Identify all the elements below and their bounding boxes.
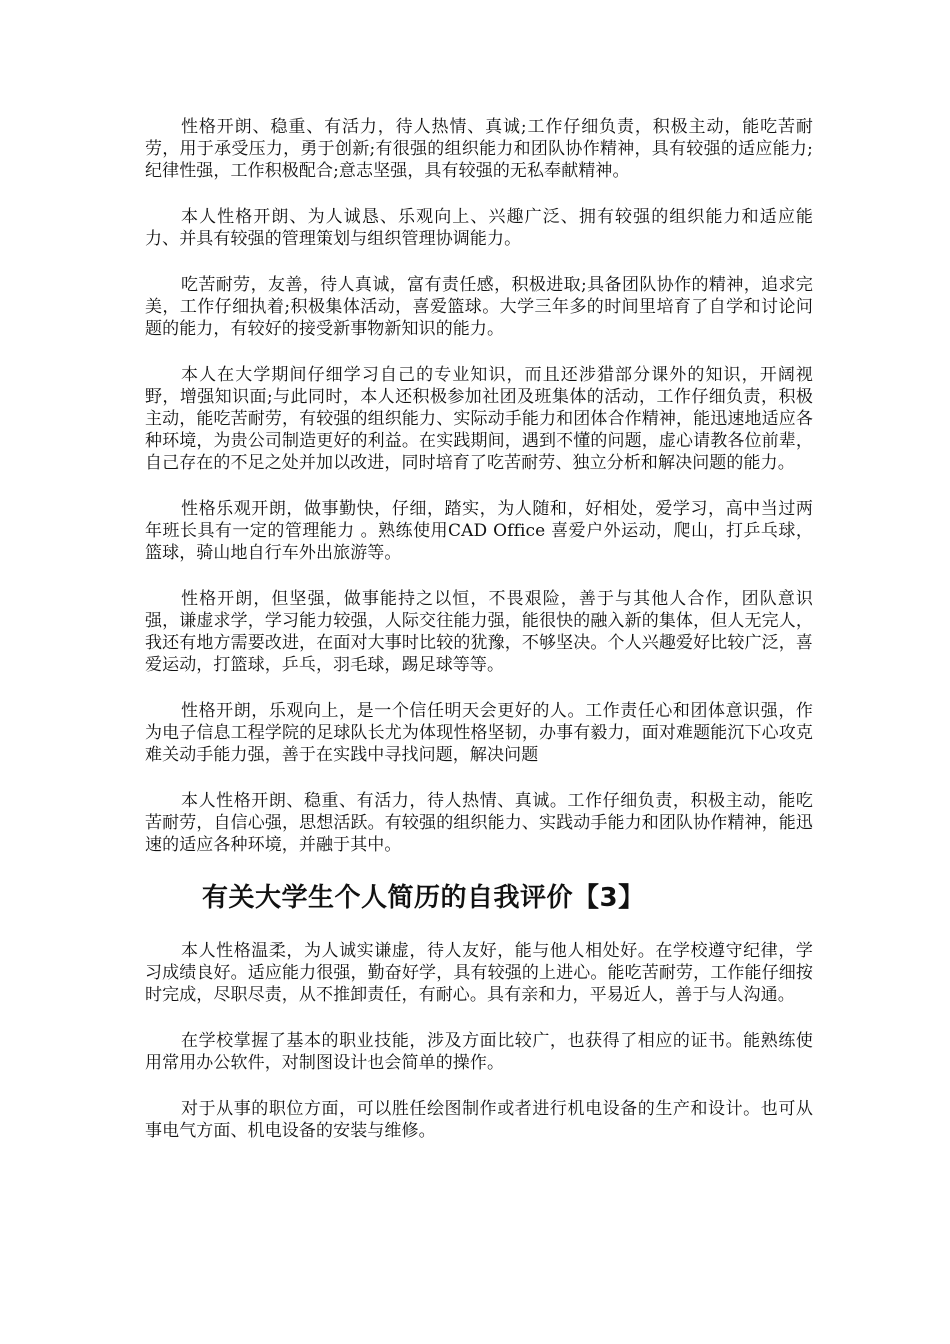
paragraph: 在学校掌握了基本的职业技能，涉及方面比较广，也获得了相应的证书。能熟练使用常用办公软件，对制图设计也会简单的操作。 <box>145 1031 813 1073</box>
section-heading: 有关大学生个人简历的自我评价【3】 <box>202 883 645 913</box>
paragraph: 吃苦耐劳，友善，待人真诚，富有责任感，积极进取;具备团队协作的精神，追求完美，工作仔细执着;积极集体活动，喜爱篮球。大学三年多的时间里培育了自学和讨论问题的能力，有较好的接受新事物新知识的能力。 <box>145 275 813 339</box>
document-page <box>145 116 813 1166</box>
paragraph: 性格开朗、稳重、有活力，待人热情、真诚;工作仔细负责，积极主动，能吃苦耐劳，用于承受压力，勇于创新;有很强的组织能力和团队协作精神，具有较强的适应能力;纪律性强，工作积极配合;意志坚强，具有较强的无私奉献精神。 <box>145 117 813 181</box>
paragraph: 性格开朗，但坚强，做事能持之以恒，不畏艰险，善于与其他人合作，团队意识强，谦虚求学，学习能力较强，人际交往能力强，能很快的融入新的集体，但人无完人，我还有地方需要改进，在面对大事时比较的犹豫，不够坚决。个人兴趣爱好比较广泛，喜爱运动，打篮球，乒乓，羽毛球，踢足球等等。 <box>145 589 813 675</box>
paragraph: 性格开朗，乐观向上，是一个信任明天会更好的人。工作责任心和团体意识强，作为电子信息工程学院的足球队长尤为体现性格坚韧，办事有毅力，面对难题能沉下心攻克难关动手能力强，善于在实践中寻找问题，解决问题 <box>145 701 813 765</box>
paragraph: 本人在大学期间仔细学习自己的专业知识，而且还涉猎部分课外的知识，开阔视野，增强知识面;与此同时，本人还积极参加社团及班集体的活动，工作仔细负责，积极主动，能吃苦耐劳，有较强的组织能力、实际动手能力和团体合作精神，能迅速地适应各种环境，为贵公司制造更好的利益。在实践期间，遇到不懂的问题，虚心请教各位前辈，自己存在的不足之处并加以改进，同时培育了吃苦耐劳、独立分析和解决问题的能力。 <box>145 365 813 473</box>
paragraph: 性格乐观开朗，做事勤快，仔细，踏实，为人随和，好相处，爱学习，高中当过两年班长具有一定的管理能力 。熟练使用CAD Office 喜爱户外运动，爬山，打乒乓球，篮球，骑山地自行车外出旅游等。 <box>145 499 813 563</box>
paragraph: 对于从事的职位方面，可以胜任绘图制作或者进行机电设备的生产和设计。也可从事电气方面、机电设备的安装与维修。 <box>145 1099 813 1141</box>
paragraph: 本人性格温柔，为人诚实谦虚，待人友好，能与他人相处好。在学校遵守纪律，学习成绩良好。适应能力很强，勤奋好学，具有较强的上进心。能吃苦耐劳，工作能仔细按时完成，尽职尽责，从不推卸责任，有耐心。具有亲和力，平易近人，善于与人沟通。 <box>145 941 813 1005</box>
paragraph: 本人性格开朗、为人诚恳、乐观向上、兴趣广泛、拥有较强的组织能力和适应能力、并具有较强的管理策划与组织管理协调能力。 <box>145 207 813 249</box>
paragraph: 本人性格开朗、稳重、有活力，待人热情、真诚。工作仔细负责，积极主动，能吃苦耐劳，自信心强，思想活跃。有较强的组织能力、实践动手能力和团队协作精神，能迅速的适应各种环境，并融于其中。 <box>145 791 813 855</box>
